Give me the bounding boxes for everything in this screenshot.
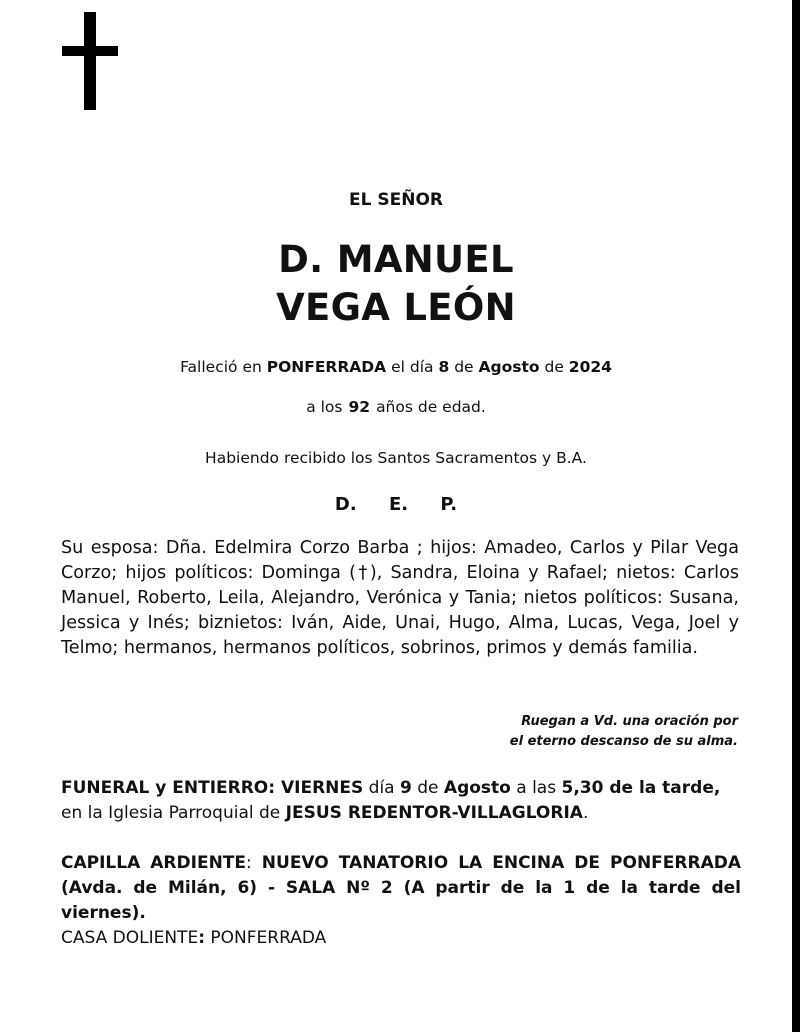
funeral-end: . bbox=[582, 803, 589, 823]
death-prefix: Falleció en bbox=[180, 358, 262, 376]
prayer-line-2: el eterno descanso de su alma. bbox=[509, 734, 738, 749]
death-month: Agosto bbox=[478, 358, 540, 376]
funeral-line-1 bbox=[61, 776, 741, 801]
chapel-line-1 bbox=[61, 851, 741, 876]
casa-doliente bbox=[61, 926, 741, 951]
death-of-2: de bbox=[544, 358, 564, 376]
chapel-label: CAPILLA ARDIENTE bbox=[61, 853, 247, 873]
death-of-1: de bbox=[454, 358, 474, 376]
funeral-line-2 bbox=[61, 801, 741, 826]
cross-icon bbox=[62, 12, 118, 110]
family-text: Su esposa: Dña. Edelmira Corzo Barba ; hijos: Amadeo, Carlos y Pilar Vega Corzo; hijos políticos: Dominga (†), Sandra, Eloina y Rafael; nietos: Carlos Manuel, Roberto, Leila, Alejandro, Verónica y Tania; nietos políticos: Susana, Jessica y Inés; biznietos: Iván, Aide, Unai, Hugo, Alma, Lucas, Vega, Joel y Telmo; hermanos, hermanos políticos, sobrinos, primos y demás familia. bbox=[61, 538, 739, 658]
chapel-info bbox=[61, 851, 741, 926]
funeral-comma: , bbox=[713, 778, 721, 798]
dep-text: D. E. P. bbox=[334, 494, 458, 515]
chapel-colon: : bbox=[246, 853, 252, 873]
church-name: JESUS REDENTOR-VILLAGLORIA bbox=[285, 803, 583, 823]
age-prefix: a los bbox=[306, 398, 343, 416]
funeral-month: Agosto bbox=[443, 778, 511, 798]
casa-label: CASA DOLIENTE bbox=[61, 928, 199, 948]
funeral-day: 9 bbox=[400, 778, 412, 798]
casa-value: PONFERRADA bbox=[210, 928, 327, 948]
deceased-name bbox=[0, 236, 792, 332]
prayer-text bbox=[510, 712, 738, 752]
name-line-1: D. MANUEL bbox=[278, 238, 514, 281]
funeral-day-prefix: día bbox=[368, 778, 395, 798]
funeral-time-prefix: a las bbox=[516, 778, 557, 798]
death-place: PONFERRADA bbox=[266, 358, 387, 376]
casa-colon: : bbox=[198, 928, 205, 948]
death-info bbox=[0, 358, 792, 376]
age-years: 92 bbox=[348, 398, 371, 416]
funeral-label: FUNERAL y ENTIERRO: VIERNES bbox=[61, 778, 364, 798]
church-prefix: en la Iglesia Parroquial de bbox=[61, 803, 281, 823]
funeral-info bbox=[61, 776, 741, 826]
name-line-2: VEGA LEÓN bbox=[276, 286, 516, 329]
death-day: 8 bbox=[438, 358, 450, 376]
chapel-venue: NUEVO TANATORIO LA ENCINA DE PONFERRADA bbox=[261, 853, 742, 873]
sacraments-text: Habiendo recibido los Santos Sacramentos y B.A. bbox=[205, 449, 587, 467]
death-day-prefix: el día bbox=[391, 358, 434, 376]
death-year: 2024 bbox=[568, 358, 612, 376]
funeral-time: 5,30 de la tarde bbox=[561, 778, 714, 798]
heading: EL SEÑOR bbox=[349, 190, 443, 210]
chapel-line-2: (Avda. de Milán, 6) - SALA Nº 2 (A partir de la 1 de la tarde del viernes). bbox=[61, 878, 741, 923]
prayer-line-1: Ruegan a Vd. una oración por bbox=[521, 714, 738, 729]
funeral-of: de bbox=[417, 778, 439, 798]
age-info bbox=[0, 398, 792, 416]
age-suffix: años de edad. bbox=[376, 398, 486, 416]
